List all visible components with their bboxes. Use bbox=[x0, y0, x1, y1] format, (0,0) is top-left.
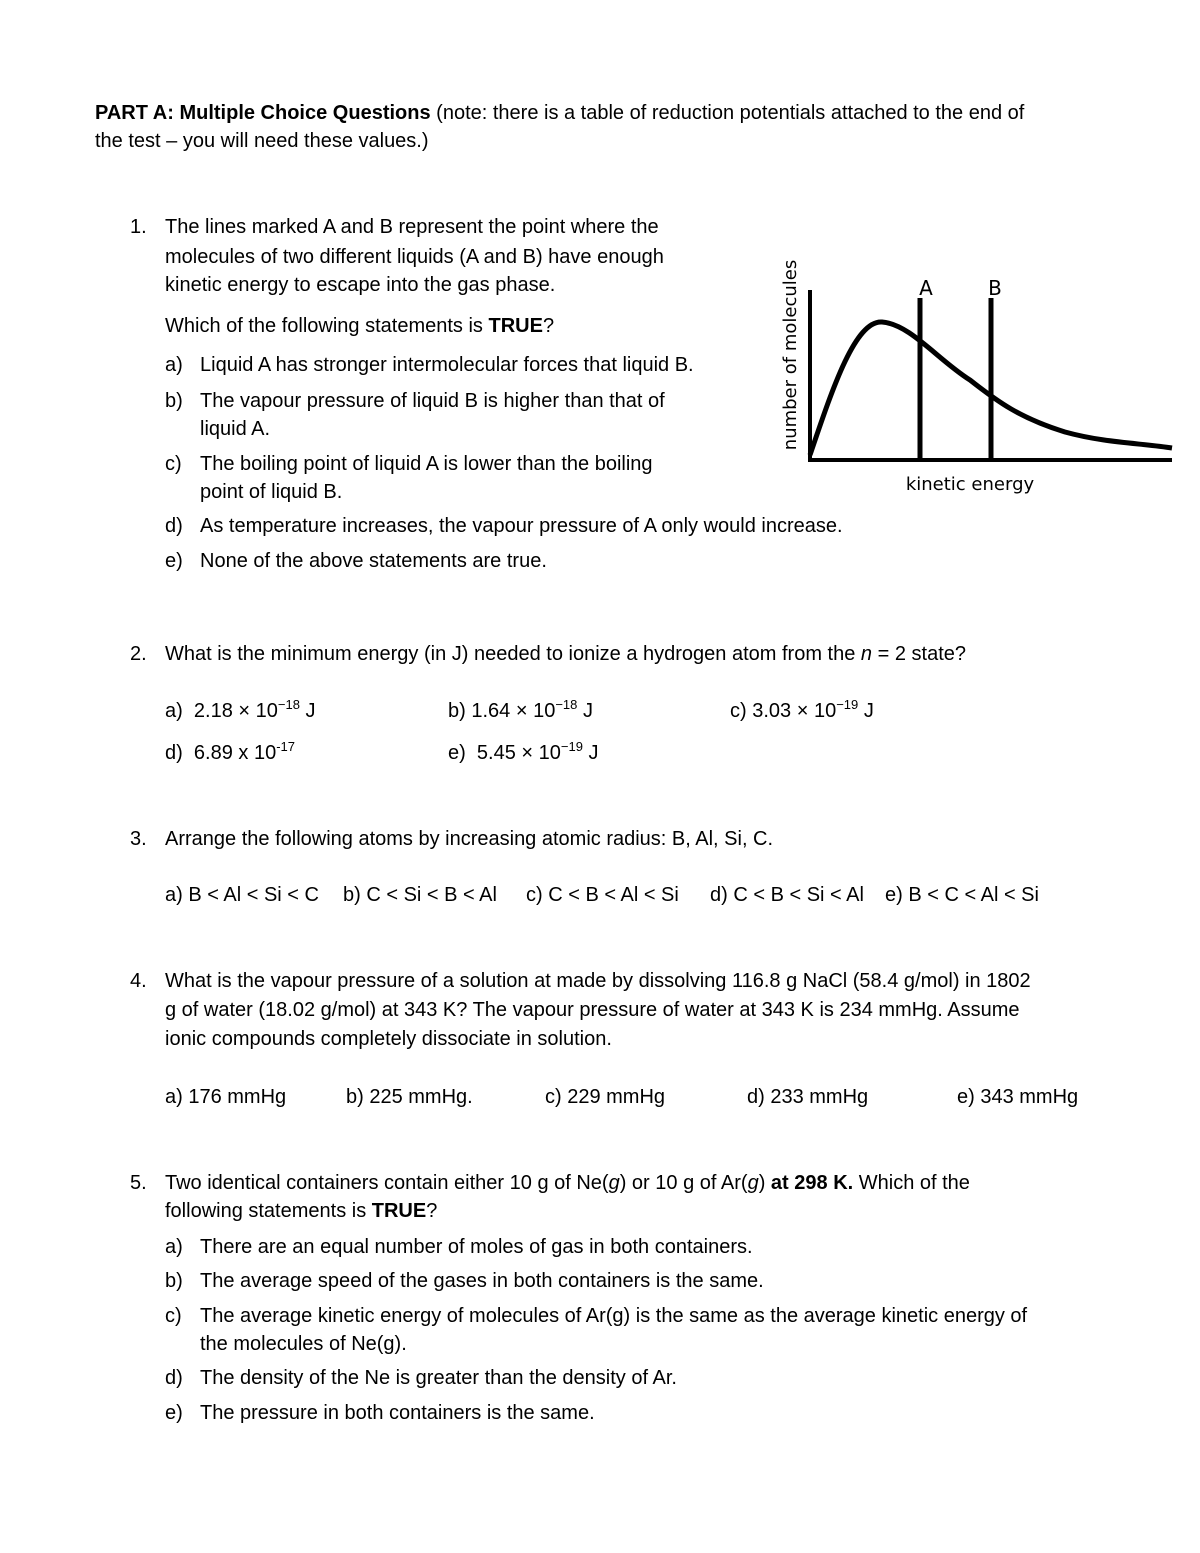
kinetic-energy-chart bbox=[770, 240, 1180, 500]
q2-option-d: d) 6.89 x $10^{-17}$ bbox=[165, 739, 296, 764]
part-header bbox=[95, 99, 1024, 127]
marker-label-a: A bbox=[919, 276, 933, 300]
q2-option-a: a) $2.18 \times 10^{-18}$ J bbox=[165, 697, 316, 722]
q3-number: 3. bbox=[130, 828, 147, 850]
q4-option-d: d) 233 mmHg bbox=[747, 1086, 869, 1108]
header-note-line2: the test – you will need these values.) bbox=[95, 130, 429, 152]
q1-option-a-label: a) bbox=[165, 354, 183, 376]
q4-option-a: a) 176 mmHg bbox=[165, 1086, 287, 1108]
section-title: Multiple Choice Questions bbox=[179, 102, 431, 124]
q1-stem-line3: kinetic energy to escape into the gas phase. bbox=[165, 274, 556, 296]
q5-option-a-label: a) bbox=[165, 1236, 183, 1258]
q5-option-a: There are an equal number of moles of gas in both containers. bbox=[200, 1236, 753, 1258]
q1-option-d: As temperature increases, the vapour pressure of A only would increase. bbox=[200, 515, 843, 537]
q4-option-c: c) 229 mmHg bbox=[545, 1086, 666, 1108]
q2-option-e: e) $5.45 \times 10^{-19}$ J bbox=[448, 739, 599, 764]
q5-option-b: The average speed of the gases in both containers is the same. bbox=[200, 1270, 764, 1292]
q1-option-d-label: d) bbox=[165, 515, 183, 537]
q5-option-b-label: b) bbox=[165, 1270, 183, 1292]
q5-option-d: The density of the Ne is greater than the density of Ar. bbox=[200, 1367, 677, 1389]
q1-option-e: None of the above statements are true. bbox=[200, 550, 547, 572]
q5-option-d-label: d) bbox=[165, 1367, 183, 1389]
q1-option-b-line1: The vapour pressure of liquid B is higher than that of bbox=[200, 390, 665, 412]
q4-option-e: e) 343 mmHg bbox=[957, 1086, 1079, 1108]
q4-number: 4. bbox=[130, 970, 147, 992]
q4-option-b: b) 225 mmHg. bbox=[346, 1086, 473, 1108]
marker-label-b: B bbox=[988, 276, 1002, 300]
q5-stem-line2: following statements is TRUE? bbox=[165, 1200, 438, 1222]
q3-option-a: a) B < Al < Si < C bbox=[165, 884, 319, 906]
q5-option-c-label: c) bbox=[165, 1305, 182, 1327]
q4-stem-line1: What is the vapour pressure of a solution at made by dissolving 116.8 g NaCl (58.4 g/mol) in 1802 bbox=[165, 970, 1031, 992]
q4-stem-line2: g of water (18.02 g/mol) at 343 K? The vapour pressure of water at 343 K is 234 mmHg. Assume bbox=[165, 999, 1020, 1021]
q5-number: 5. bbox=[130, 1172, 147, 1194]
q1-stem-line1: The lines marked A and B represent the point where the bbox=[165, 216, 659, 238]
q2-stem: What is the minimum energy (in J) needed to ionize a hydrogen atom from the n = 2 state? bbox=[165, 643, 966, 665]
q3-option-c: c) C < B < Al < Si bbox=[526, 884, 679, 906]
q1-option-e-label: e) bbox=[165, 550, 183, 572]
q5-option-e-label: e) bbox=[165, 1402, 183, 1424]
q1-option-c-label: c) bbox=[165, 453, 182, 475]
q5-option-e: The pressure in both containers is the same. bbox=[200, 1402, 595, 1424]
part-label: PART A: bbox=[95, 102, 174, 124]
q1-option-b-label: b) bbox=[165, 390, 183, 412]
chart-xlabel: kinetic energy bbox=[905, 474, 1035, 495]
q1-option-c-line2: point of liquid B. bbox=[200, 481, 343, 503]
q1-question: Which of the following statements is TRUE? bbox=[165, 315, 555, 337]
q2-number: 2. bbox=[130, 643, 147, 665]
q1-option-c-line1: The boiling point of liquid A is lower than the boiling bbox=[200, 453, 653, 475]
q3-option-b: b) C < Si < B < Al bbox=[343, 884, 497, 906]
q2-option-c: c) $3.03 \times 10^{-19}$ J bbox=[730, 697, 874, 722]
q4-stem-line3: ionic compounds completely dissociate in solution. bbox=[165, 1028, 612, 1050]
q1-stem-line2: molecules of two different liquids (A and B) have enough bbox=[165, 246, 664, 268]
q3-stem: Arrange the following atoms by increasing atomic radius: B, Al, Si, C. bbox=[165, 828, 774, 850]
header-note: (note: there is a table of reduction potentials attached to the end of bbox=[436, 102, 1025, 124]
q5-option-c-line1: The average kinetic energy of molecules of Ar(g) is the same as the average kinetic energy of bbox=[200, 1305, 1028, 1327]
q5-option-c-line2: the molecules of Ne(g). bbox=[200, 1333, 407, 1355]
q2-option-b: b) $1.64 \times 10^{-18}$ J bbox=[448, 697, 593, 722]
chart-ylabel: number of molecules bbox=[780, 259, 801, 451]
q1-option-a: Liquid A has stronger intermolecular forces that liquid B. bbox=[200, 354, 694, 376]
q3-option-d: d) C < B < Si < Al bbox=[710, 884, 864, 906]
q1-number: 1. bbox=[130, 216, 147, 238]
q3-option-e: e) B < C < Al < Si bbox=[885, 884, 1039, 906]
q1-option-b-line2: liquid A. bbox=[200, 418, 271, 440]
q5-stem-line1: Two identical containers contain either 10 g of Ne(g) or 10 g of Ar(g) at 298 K. Which of the bbox=[165, 1172, 970, 1194]
